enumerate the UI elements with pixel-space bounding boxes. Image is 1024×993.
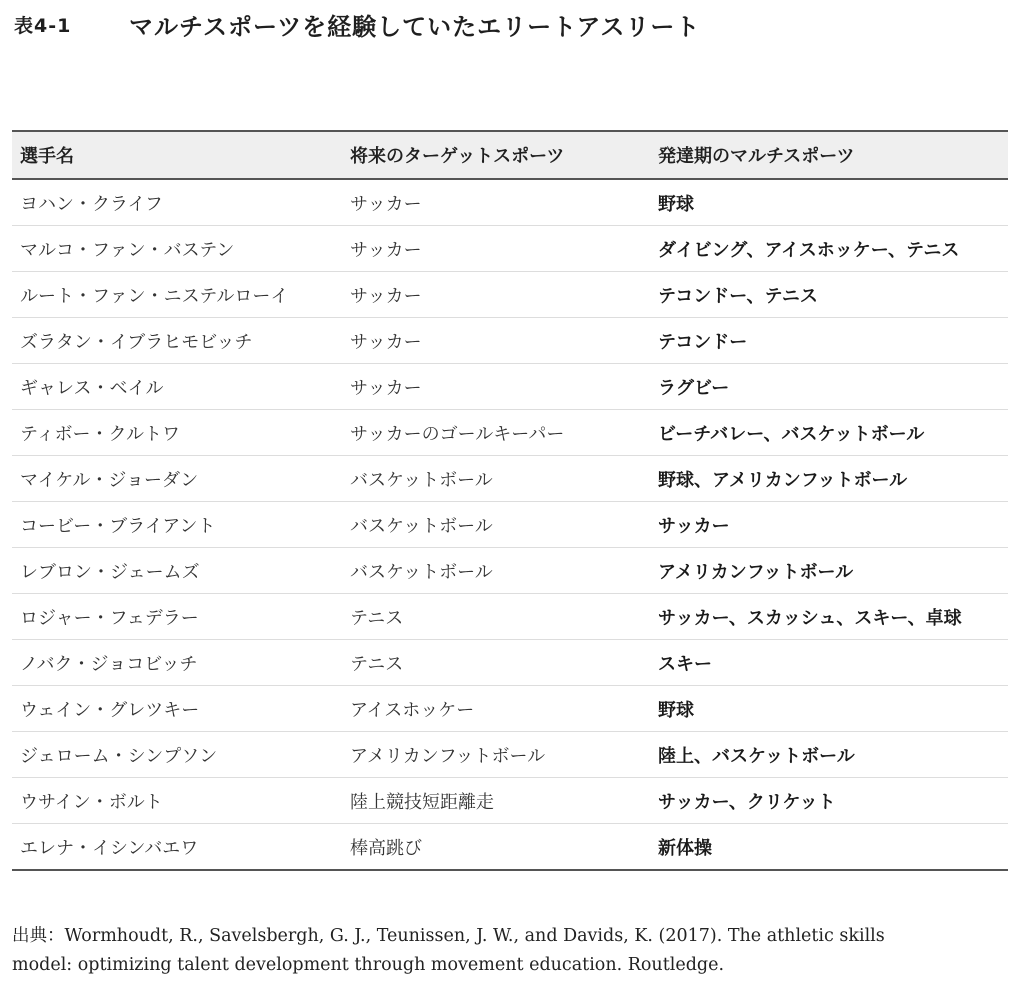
athlete-name-cell: ヨハン・クライフ [20,193,163,215]
target-sport-cell: サッカー [350,285,422,307]
target-sport-cell: バスケットボール [350,469,493,491]
athlete-name-cell: ギャレス・ベイル [20,377,164,399]
table-row [12,778,1008,824]
table-row [12,686,1008,732]
table-row [12,272,1008,318]
multi-sports-cell: ダイビング、アイスホッケー、テニス [658,239,960,261]
table-row [12,318,1008,364]
table-title: マルチスポーツを経験していたエリートアスリート [129,12,701,41]
table-row [12,548,1008,594]
multi-sports-cell: アメリカンフットボール [658,561,854,583]
column-header-athlete-name: 選手名 [20,146,74,167]
athlete-name-cell: マイケル・ジョーダン [20,469,199,491]
column-header-target-sport: 将来のターゲットスポーツ [350,146,565,167]
multi-sports-cell: テコンドー [658,331,748,353]
multi-sports-cell: 野球 [658,193,694,215]
multi-sports-cell: サッカー、クリケット [658,791,836,813]
target-sport-cell: バスケットボール [350,561,493,583]
target-sport-cell: サッカー [350,331,422,353]
target-sport-cell: サッカー [350,239,422,261]
table-row [12,456,1008,502]
table-row [12,364,1008,410]
target-sport-cell: サッカーのゴールキーパー [350,423,565,445]
athlete-name-cell: マルコ・ファン・バステン [20,239,235,261]
multi-sports-cell: ビーチバレー、バスケットボール [658,423,925,445]
target-sport-cell: 棒高跳び [350,837,422,859]
target-sport-cell: テニス [350,607,404,629]
athlete-name-cell: ロジャー・フェデラー [20,607,199,629]
table-row [12,502,1008,548]
athlete-name-cell: ルート・ファン・ニステルローイ [20,285,289,307]
table-row [12,226,1008,272]
multi-sports-cell: 新体操 [658,837,712,859]
athlete-name-cell: ズラタン・イブラヒモビッチ [20,331,253,353]
target-sport-cell: バスケットボール [350,515,493,537]
target-sport-cell: アメリカンフットボール [350,745,546,767]
multi-sports-cell: ラグビー [658,377,730,399]
source-line: model: optimizing talent development through movement education. Routledge. [12,955,725,975]
athlete-name-cell: ジェローム・シンプソン [20,745,218,767]
athlete-name-cell: レブロン・ジェームズ [20,561,200,583]
multi-sports-cell: サッカー、スカッシュ、スキー、卓球 [658,607,962,629]
athlete-name-cell: コービー・ブライアント [20,515,216,537]
table-row [12,640,1008,686]
athlete-name-cell: エレナ・イシンバエワ [20,837,199,859]
multi-sports-cell: サッカー [658,515,730,537]
target-sport-cell: アイスホッケー [350,699,475,721]
table-row [12,594,1008,640]
table-row [12,179,1008,226]
table-row [12,410,1008,456]
athlete-name-cell: ウサイン・ボルト [20,791,163,813]
athlete-name-cell: ノバク・ジョコビッチ [20,653,198,675]
multi-sports-cell: スキー [658,653,712,675]
athletes-table [12,130,1008,871]
multi-sports-cell: 野球、アメリカンフットボール [658,469,908,491]
table-row [12,732,1008,778]
athlete-name-cell: ウェイン・グレツキー [20,699,200,721]
target-sport-cell: 陸上競技短距離走 [350,791,494,813]
table-body [12,179,1008,870]
athlete-name-cell: ティボー・クルトワ [20,423,181,445]
source-line: 出典：Wormhoudt, R., Savelsbergh, G. J., Teunissen, J. W., and Davids, K. (2017). The athletic skills [12,926,885,946]
multi-sports-cell: 野球 [658,699,694,721]
target-sport-cell: テニス [350,653,404,675]
table-header-row [12,131,1008,179]
column-header-multi-sports: 発達期のマルチスポーツ [658,146,855,167]
source-citation [12,922,1012,980]
target-sport-cell: サッカー [350,193,422,215]
multi-sports-cell: 陸上、バスケットボール [658,745,855,767]
table-number: 表4-1 [14,14,72,37]
multi-sports-cell: テコンドー、テニス [658,285,818,307]
table-row [12,824,1008,871]
target-sport-cell: サッカー [350,377,422,399]
table-caption [14,4,700,44]
